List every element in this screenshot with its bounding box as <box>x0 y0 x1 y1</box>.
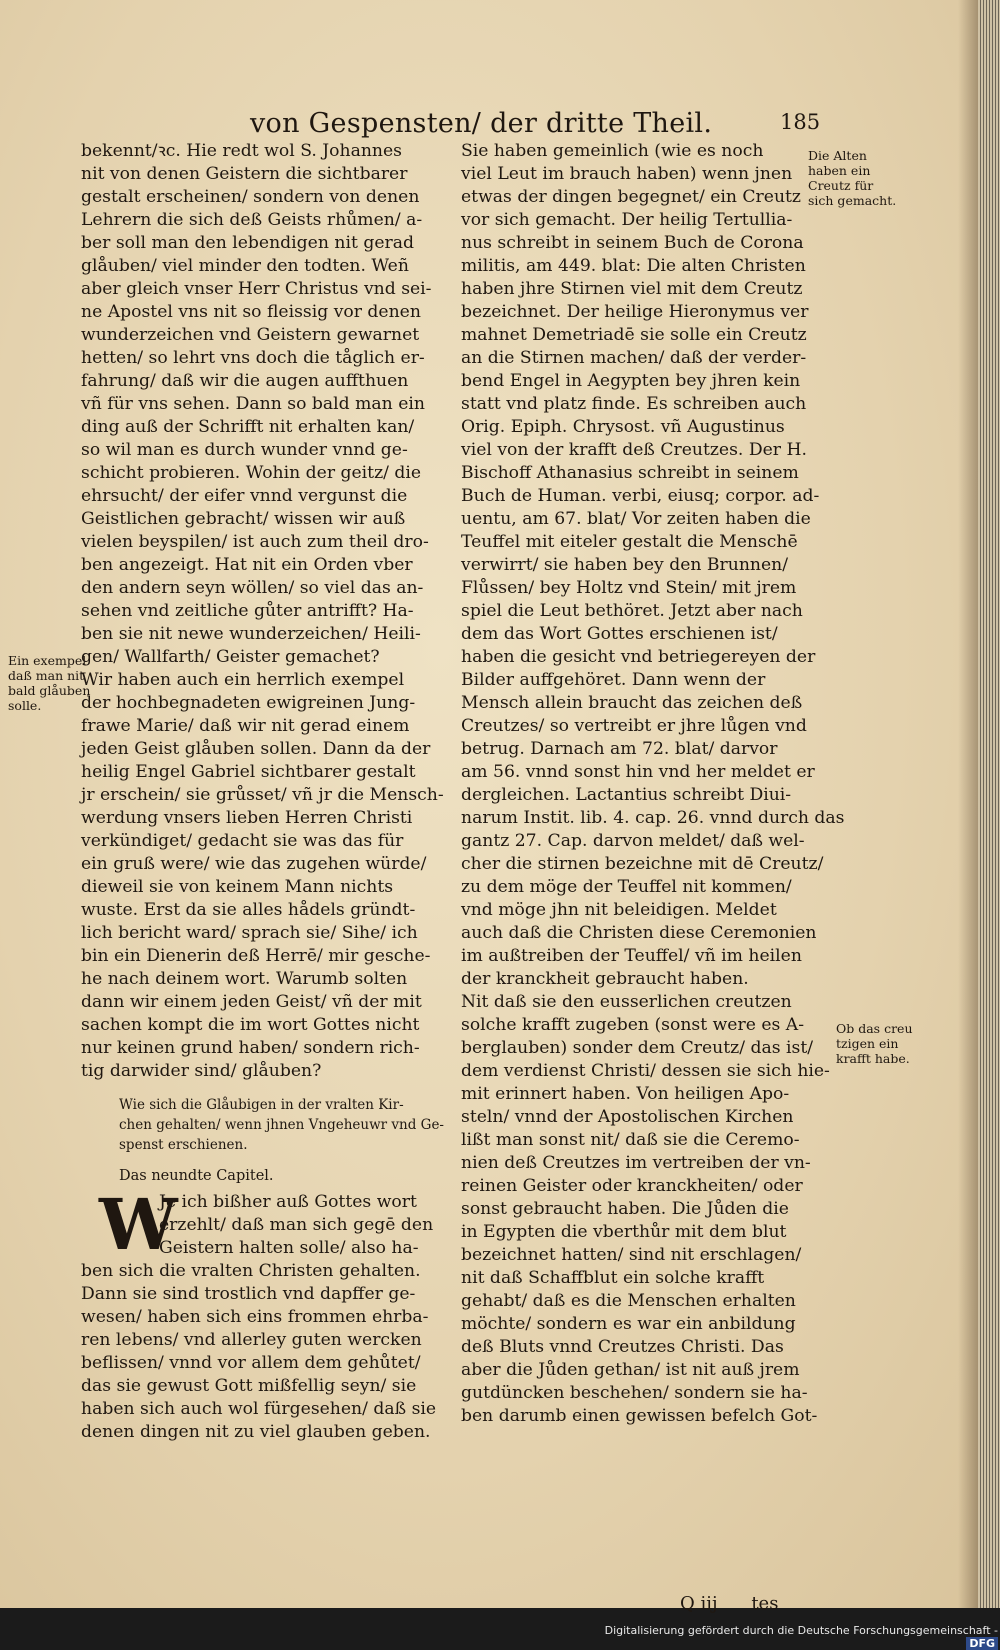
text-line: nus schreibt in seinem Buch de Corona <box>461 233 804 253</box>
text-line: jeden Geist glåuben sollen. Dann da der <box>81 739 431 759</box>
text-line: sehen vnd zeitliche gůter antrifft? Ha- <box>81 601 414 621</box>
running-title: von Gespensten/ der dritte Theil. <box>250 108 713 139</box>
text-line: denen dingen nit zu viel glauben geben. <box>81 1422 431 1442</box>
footer-credit: Digitalisierung gefördert durch die Deutsche Forschungsgemeinschaft - <box>604 1624 998 1637</box>
text-line: dieweil sie von keinem Mann nichts <box>81 877 394 897</box>
text-line: ren lebens/ vnd allerley guten wercken <box>81 1330 422 1350</box>
text-line: Nit daß sie den eusserlichen creutzen <box>461 992 792 1012</box>
catchword-line <box>680 1593 778 1614</box>
text-line: ben darumb einen gewissen befelch Got- <box>461 1406 818 1426</box>
text-line: wuste. Erst da sie alles hådels gründt- <box>81 900 416 920</box>
text-line: den andern seyn wöllen/ so viel das an- <box>81 578 424 598</box>
heading-line: spenst erschienen. <box>119 1137 248 1153</box>
text-line: gestalt erscheinen/ sondern von denen <box>81 187 420 207</box>
text-line: ein gruß were/ wie das zugehen würde/ <box>81 854 427 874</box>
drop-capital: W <box>99 1183 178 1266</box>
text-line: dann wir einem jeden Geist/ vñ der mit <box>81 992 422 1012</box>
text-line: Sie haben gemeinlich (wie es noch <box>461 141 764 161</box>
text-line: gehabt/ daß es die Menschen erhalten <box>461 1291 796 1311</box>
text-line: Teuffel mit eiteler gestalt die Menschē <box>461 532 798 552</box>
text-line: Dann sie sind trostlich vnd dapffer ge- <box>81 1284 416 1304</box>
text-line: mahnet Demetriadē sie solle ein Creutz <box>461 325 807 345</box>
text-line: gantz 27. Cap. darvon meldet/ daß wel- <box>461 831 805 851</box>
signature-mark: Q iij <box>680 1593 718 1614</box>
heading-line: chen gehalten/ wenn jhnen Vngeheuwr vnd Ge- <box>119 1117 444 1133</box>
text-line: Je ich bißher auß Gottes wort <box>159 1192 417 1212</box>
margin-note-line: sich gemacht. <box>808 193 897 208</box>
text-line: militis, am 449. blat: Die alten Christen <box>461 256 806 276</box>
text-line: narum Instit. lib. 4. cap. 26. vnnd durch das <box>461 808 845 828</box>
text-line: nien deß Creutzes im vertreiben der vn- <box>461 1153 811 1173</box>
margin-note-line: bald glåuben <box>8 683 91 698</box>
left-body-text <box>81 140 446 1083</box>
margin-note-line: daß man nit <box>8 668 85 683</box>
text-line: bin ein Dienerin deß Herrē/ mir gesche- <box>81 946 431 966</box>
text-line: fahrung/ daß wir die augen auffthuen <box>81 371 409 391</box>
text-line: mit erinnert haben. Von heiligen Apo- <box>461 1084 790 1104</box>
running-header <box>250 108 850 142</box>
text-line: deß Bluts vnnd Creutzes Christi. Das <box>461 1337 784 1357</box>
text-line: bekennt/ꝛc. Hie redt wol S. Johannes <box>81 141 402 161</box>
text-line: verwirrt/ sie haben bey den Brunnen/ <box>461 555 789 575</box>
text-line: ne Apostel vns nit so fleissig vor denen <box>81 302 421 322</box>
text-line: Wir haben auch ein herrlich exempel <box>81 670 405 690</box>
text-line: das sie gewust Gott mißfellig seyn/ sie <box>81 1376 417 1396</box>
text-line: am 56. vnnd sonst hin vnd her meldet er <box>461 762 815 782</box>
text-line: sachen kompt die im wort Gottes nicht <box>81 1015 420 1035</box>
chapter-title: Das neundte Capitel. <box>119 1168 274 1184</box>
text-line: nit von denen Geistern die sichtbarer <box>81 164 408 184</box>
text-line: Flůssen/ bey Holtz vnd Stein/ mit jrem <box>461 578 797 598</box>
text-line: ehrsucht/ der eifer vnnd vergunst die <box>81 486 408 506</box>
left-column <box>81 140 446 1444</box>
text-line: uentu, am 67. blat/ Vor zeiten haben die <box>461 509 811 529</box>
text-line: Geistern halten solle/ also ha- <box>159 1238 419 1258</box>
text-line: bezeichnet hatten/ sind nit erschlagen/ <box>461 1245 802 1265</box>
text-line: gen/ Wallfarth/ Geister gemachet? <box>81 647 380 667</box>
text-line: solche krafft zugeben (sonst were es A- <box>461 1015 805 1035</box>
margin-note-line: Die Alten <box>808 148 867 163</box>
text-line: ben sie nit newe wunderzeichen/ Heili- <box>81 624 421 644</box>
text-line: Geistlichen gebracht/ wissen wir auß <box>81 509 406 529</box>
margin-note-right-top <box>808 148 897 208</box>
text-line: der kranckheit gebraucht haben. <box>461 969 749 989</box>
text-line: Lehrern die sich deß Geists rhůmen/ a- <box>81 210 423 230</box>
text-line: ber soll man den lebendigen nit gerad <box>81 233 414 253</box>
text-line: wesen/ haben sich eins frommen ehrba- <box>81 1307 429 1327</box>
text-line: an die Stirnen machen/ daß der verder- <box>461 348 807 368</box>
text-line: bend Engel in Aegypten bey jhren kein <box>461 371 801 391</box>
text-line: beflissen/ vnnd vor allem dem gehůtet/ <box>81 1353 421 1373</box>
text-line: dem das Wort Gottes erschienen ist/ <box>461 624 778 644</box>
margin-note-line: tzigen ein <box>836 1036 899 1051</box>
text-line: glåuben/ viel minder den todten. Weñ <box>81 256 409 276</box>
text-line: so wil man es durch wunder vnnd ge- <box>81 440 408 460</box>
text-line: ben angezeigt. Hat nit ein Orden vber <box>81 555 413 575</box>
text-line: bezeichnet. Der heilige Hieronymus ver <box>461 302 809 322</box>
text-line: Bischoff Athanasius schreibt in seinem <box>461 463 799 483</box>
text-line: cher die stirnen bezeichne mit dē Creutz/ <box>461 854 824 874</box>
margin-note-line: Ein exempel <box>8 653 87 668</box>
text-line: lich bericht ward/ sprach sie/ Sihe/ ich <box>81 923 418 943</box>
margin-note-line: krafft habe. <box>836 1051 910 1066</box>
digitization-footer <box>600 1624 998 1650</box>
margin-note-right-bottom <box>836 1021 913 1066</box>
margin-note-line: solle. <box>8 698 42 713</box>
text-line: aber gleich vnser Herr Christus vnd sei- <box>81 279 432 299</box>
text-line: ben sich die vralten Christen gehalten. <box>81 1261 421 1281</box>
text-line: haben sich auch wol fürgesehen/ daß sie <box>81 1399 437 1419</box>
text-line: werdung vnsers lieben Herren Christi <box>81 808 413 828</box>
page-number: 185 <box>780 110 821 134</box>
text-line: zu dem möge der Teuffel nit kommen/ <box>461 877 792 897</box>
text-line: verkündiget/ gedacht sie was das für <box>81 831 404 851</box>
text-line: nit daß Schaffblut ein solche krafft <box>461 1268 765 1288</box>
text-line: aber die Jůden gethan/ ist nit auß jrem <box>461 1360 800 1380</box>
chapter-heading <box>81 1095 446 1155</box>
text-line: tig darwider sind/ glåuben? <box>81 1061 322 1081</box>
page-gutter-shadow <box>958 0 978 1608</box>
text-line: haben die gesicht vnd betriegereyen der <box>461 647 816 667</box>
text-line: viel Leut im brauch haben) wenn jnen <box>461 164 793 184</box>
chapter-opening <box>81 1183 446 1444</box>
text-line: frawe Marie/ daß wir nit gerad einem <box>81 716 410 736</box>
text-line: he nach deinem wort. Warumb solten <box>81 969 408 989</box>
text-line: lißt man sonst nit/ daß sie die Ceremo- <box>461 1130 800 1150</box>
catchword: tes <box>751 1593 779 1614</box>
text-line: auch daß die Christen diese Ceremonien <box>461 923 817 943</box>
text-line: statt vnd platz finde. Es schreiben auch <box>461 394 807 414</box>
text-line: der hochbegnadeten ewigreinen Jung- <box>81 693 416 713</box>
text-line: haben jhre Stirnen viel mit dem Creutz <box>461 279 803 299</box>
book-page-edges <box>978 0 1000 1608</box>
margin-note-line: haben ein <box>808 163 871 178</box>
text-line: sonst gebraucht haben. Die Jůden die <box>461 1199 789 1219</box>
text-line: gutdüncken beschehen/ sondern sie ha- <box>461 1383 808 1403</box>
text-line: vñ für vns sehen. Dann so bald man ein <box>81 394 425 414</box>
text-line: Creutzes/ so vertreibt er jhre lůgen vnd <box>461 716 807 736</box>
text-line: in Egypten die vberthůr mit dem blut <box>461 1222 787 1242</box>
text-line: Buch de Human. verbi, eiusq; corpor. ad- <box>461 486 820 506</box>
text-line: erzehlt/ daß man sich gegē den <box>159 1215 434 1235</box>
text-line: reinen Geister oder kranckheiten/ oder <box>461 1176 803 1196</box>
text-line: dergleichen. Lactantius schreibt Diui- <box>461 785 792 805</box>
heading-line: Wie sich die Glåubigen in der vralten Kir- <box>119 1097 404 1113</box>
dfg-logo: DFG <box>966 1637 998 1650</box>
text-line: jr erschein/ sie grůsset/ vñ jr die Mensch- <box>81 785 444 805</box>
text-line: vielen beyspilen/ ist auch zum theil dro- <box>81 532 429 552</box>
text-line: ding auß der Schrifft nit erhalten kan/ <box>81 417 415 437</box>
text-line: dem verdienst Christi/ dessen sie sich hie- <box>461 1061 830 1081</box>
text-line: etwas der dingen begegnet/ ein Creutz <box>461 187 801 207</box>
text-line: nur keinen grund haben/ sondern rich- <box>81 1038 420 1058</box>
text-line: steln/ vnnd der Apostolischen Kirchen <box>461 1107 794 1127</box>
text-line: Mensch allein braucht das zeichen deß <box>461 693 803 713</box>
text-line: heilig Engel Gabriel sichtbarer gestalt <box>81 762 416 782</box>
text-line: wunderzeichen vnd Geistern gewarnet <box>81 325 420 345</box>
text-line: möchte/ sondern es war ein anbildung <box>461 1314 796 1334</box>
text-line: schicht probieren. Wohin der geitz/ die <box>81 463 422 483</box>
margin-note-line: Creutz für <box>808 178 874 193</box>
text-line: hetten/ so lehrt vns doch die tåglich er- <box>81 348 425 368</box>
text-line: vnd möge jhn nit beleidigen. Meldet <box>461 900 777 920</box>
text-line: im außtreiben der Teuffel/ vñ im heilen <box>461 946 802 966</box>
text-line: spiel die Leut bethöret. Jetzt aber nach <box>461 601 803 621</box>
text-line: Bilder auffgehöret. Dann wenn der <box>461 670 766 690</box>
text-line: vor sich gemacht. Der heilig Tertullia- <box>461 210 793 230</box>
text-line: Orig. Epiph. Chrysost. vñ Augustinus <box>461 417 785 437</box>
margin-note-line: Ob das creu <box>836 1021 913 1036</box>
margin-note-left <box>8 653 91 713</box>
text-line: viel von der krafft deß Creutzes. Der H. <box>461 440 807 460</box>
text-line: betrug. Darnach am 72. blat/ darvor <box>461 739 778 759</box>
text-line: berglauben) sonder dem Creutz/ das ist/ <box>461 1038 814 1058</box>
